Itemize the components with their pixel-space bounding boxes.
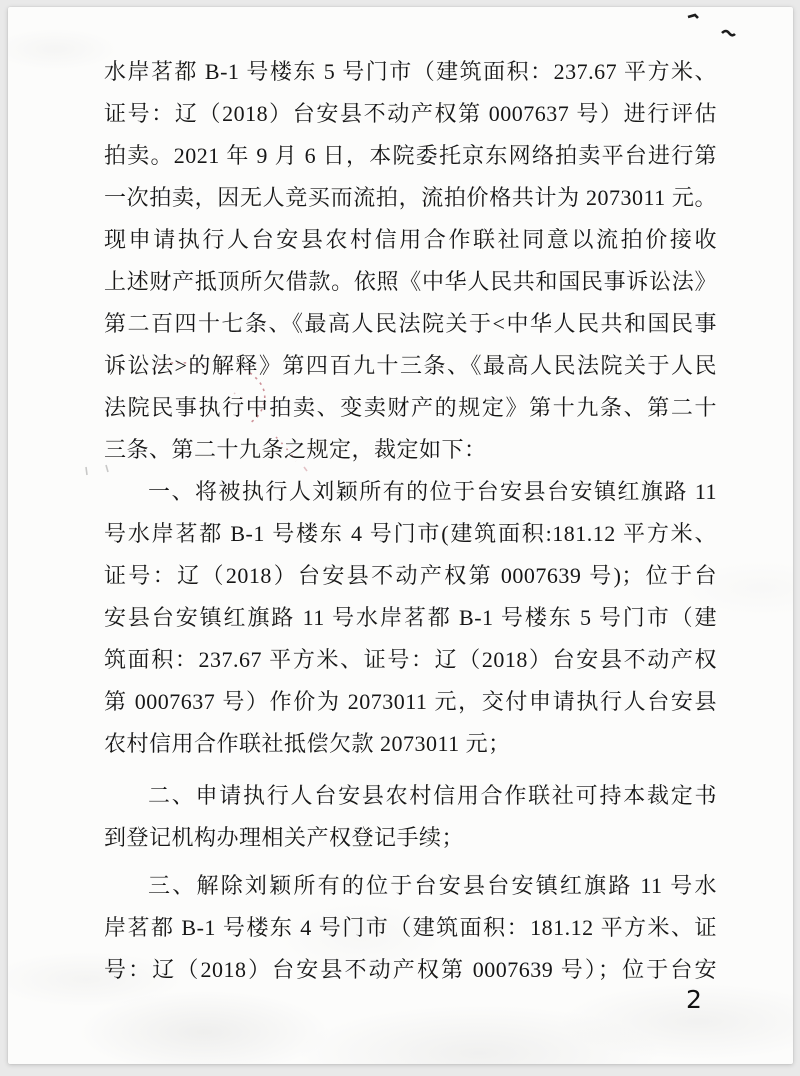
document-text [104, 51, 717, 991]
text-line: 上述财产抵顶所欠借款。依照《中华人民共和国民事诉讼法》 [104, 269, 717, 294]
text-line: 水岸茗都 B-1 号楼东 5 号门市（建筑面积：237.67 平方米、 [104, 59, 717, 84]
text-line: 证号：辽（2018）台安县不动产权第 0007639 号)；位于台 [104, 563, 717, 588]
text-line: 法院民事执行中拍卖、变卖财产的规定》第十九条、第二十 [104, 395, 717, 420]
text-line: 证号：辽（2018）台安县不动产权第 0007637 号）进行评估 [104, 101, 717, 126]
text-line: 第二百四十七条、《最高人民法院关于<中华人民共和国民事 [104, 311, 717, 336]
text-line: 现申请执行人台安县农村信用合作联社同意以流拍价接收 [104, 227, 717, 252]
text-line: 岸茗都 B-1 号楼东 4 号门市（建筑面积：181.12 平方米、证 [104, 915, 717, 940]
document-page [8, 7, 793, 1064]
text-line: 二、申请执行人台安县农村信用合作联社可持本裁定书 [148, 783, 717, 808]
text-line: 号水岸茗都 B-1 号楼东 4 号门市(建筑面积:181.12 平方米、 [104, 521, 717, 546]
page-number: 2 [686, 985, 702, 1014]
text-line: 安县台安镇红旗路 11 号水岸茗都 B-1 号楼东 5 号门市（建 [104, 605, 717, 630]
text-line: 三、解除刘颖所有的位于台安县台安镇红旗路 11 号水 [148, 873, 717, 898]
scan-speck-1 [688, 15, 698, 18]
text-line: 一次拍卖，因无人竞买而流拍，流拍价格共计为 2073011 元。 [104, 185, 717, 210]
text-line: 筑面积：237.67 平方米、证号：辽（2018）台安县不动产权 [104, 647, 717, 672]
scan-speck-2 [722, 31, 735, 35]
text-line: 拍卖。2021 年 9 月 6 日，本院委托京东网络拍卖平台进行第 [104, 143, 717, 168]
text-line: 号：辽（2018）台安县不动产权第 0007639 号）；位于台安 [104, 957, 717, 982]
text-line: 一、将被执行人刘颖所有的位于台安县台安镇红旗路 11 [148, 479, 717, 504]
text-line: 诉讼法>的解释》第四百九十三条、《最高人民法院关于人民 [104, 353, 717, 378]
text-line: 到登记机构办理相关产权登记手续； [104, 825, 465, 850]
text-line: 三条、第二十九条之规定，裁定如下： [104, 437, 487, 462]
scan-speck-marks [688, 15, 735, 35]
text-line: 农村信用合作联社抵偿欠款 2073011 元； [104, 731, 511, 756]
text-line: 第 0007637 号）作价为 2073011 元，交付申请执行人台安县 [104, 689, 717, 714]
